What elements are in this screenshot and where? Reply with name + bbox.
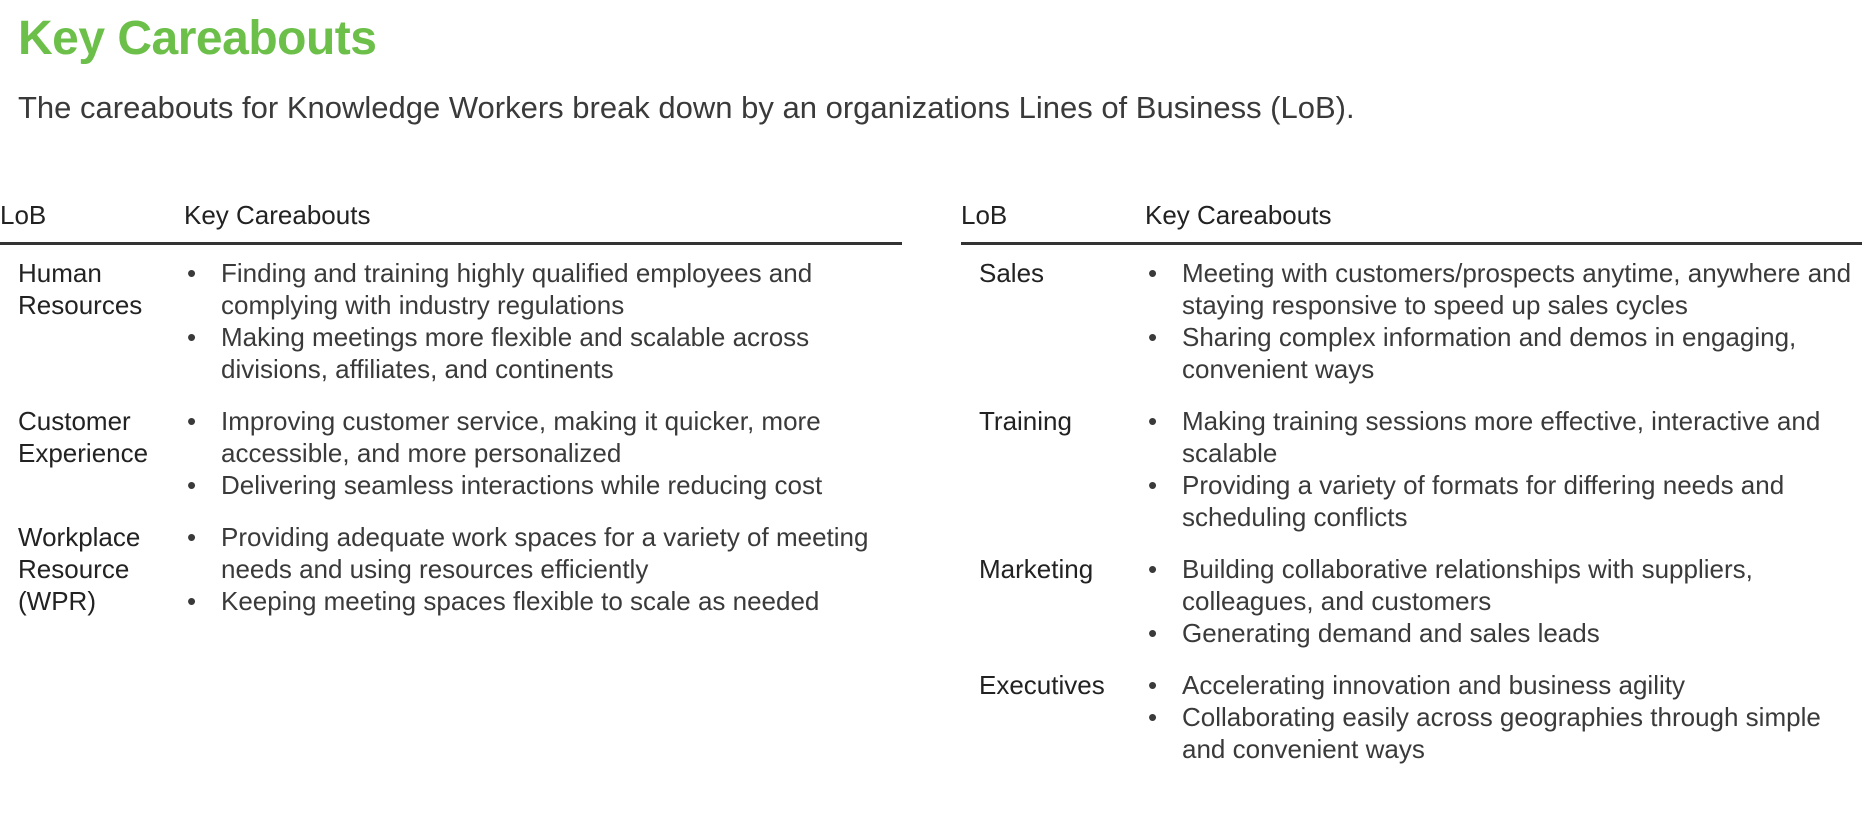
careabout-list <box>1146 405 1861 533</box>
table-header-row <box>961 200 1862 244</box>
careabout-item: • Sharing complex information and demos in engaging, convenient ways <box>1146 321 1861 385</box>
lob-cell <box>961 244 1145 405</box>
lob-column-header: LoB <box>961 200 1145 244</box>
careabout-item: • Meeting with customers/prospects anytime, anywhere and staying responsive to speed up sales cycles <box>1146 257 1861 321</box>
careabouts-table-left <box>0 200 902 636</box>
careabout-list <box>185 257 901 385</box>
lob-column-header: LoB <box>0 200 184 244</box>
careabout-item: • Making training sessions more effective, interactive and scalable <box>1146 405 1861 469</box>
lob-name-line: Resource <box>18 554 130 584</box>
careabouts-column-header: Key Careabouts <box>184 200 902 244</box>
lob-name-line: Customer <box>18 406 131 436</box>
table-row <box>961 552 1862 668</box>
careabout-item: • Finding and training highly qualified employees and complying with industry regulations <box>185 257 901 321</box>
careabouts-table-right <box>961 200 1862 784</box>
lob-name-line: Experience <box>18 438 149 468</box>
table-row <box>0 520 902 636</box>
careabout-list <box>185 405 901 501</box>
careabout-item: • Building collaborative relationships with suppliers, colleagues, and customers <box>1146 553 1861 617</box>
lob-name-line: Training <box>979 406 1072 436</box>
careabout-list <box>1146 669 1861 765</box>
careabout-item: • Keeping meeting spaces flexible to scale as needed <box>185 585 901 617</box>
lob-name-line: Resources <box>18 290 143 320</box>
careabout-list <box>1146 553 1861 649</box>
careabout-item: • Generating demand and sales leads <box>1146 617 1861 649</box>
careabouts-cell <box>1145 668 1862 784</box>
table-row <box>961 244 1862 405</box>
careabout-item: • Collaborating easily across geographies through simple and convenient ways <box>1146 701 1861 765</box>
careabout-item: • Delivering seamless interactions while reducing cost <box>185 469 901 501</box>
page-subtitle: The careabouts for Knowledge Workers break down by an organizations Lines of Business (LoB). <box>18 90 1355 125</box>
careabouts-cell <box>184 404 902 520</box>
careabouts-column-header: Key Careabouts <box>1145 200 1862 244</box>
lob-name-line: Human <box>18 258 102 288</box>
careabout-item: • Providing adequate work spaces for a variety of meeting needs and using resources efficiently <box>185 521 901 585</box>
lob-name-line: Executives <box>979 670 1105 700</box>
table-row <box>0 404 902 520</box>
lob-name-line: Sales <box>979 258 1045 288</box>
table-row <box>961 668 1862 784</box>
careabout-list <box>185 521 901 617</box>
lob-name-line: (WPR) <box>18 586 96 616</box>
page-title: Key Careabouts <box>18 12 377 65</box>
careabout-item: • Accelerating innovation and business agility <box>1146 669 1861 701</box>
careabout-item: • Making meetings more flexible and scalable across divisions, affiliates, and continents <box>185 321 901 385</box>
careabouts-cell <box>1145 404 1862 552</box>
lob-cell <box>0 520 184 636</box>
lob-cell <box>0 404 184 520</box>
careabouts-cell <box>1145 244 1862 405</box>
lob-cell <box>961 404 1145 552</box>
lob-name-line: Workplace <box>18 522 141 552</box>
lob-cell <box>961 552 1145 668</box>
lob-cell <box>961 668 1145 784</box>
careabouts-cell <box>184 244 902 405</box>
lob-cell <box>0 244 184 405</box>
careabouts-cell <box>184 520 902 636</box>
careabout-item: • Providing a variety of formats for differing needs and scheduling conflicts <box>1146 469 1861 533</box>
careabout-item: • Improving customer service, making it quicker, more accessible, and more personalized <box>185 405 901 469</box>
careabout-list <box>1146 257 1861 385</box>
table-row <box>961 404 1862 552</box>
table-header-row <box>0 200 902 244</box>
table-row <box>0 244 902 405</box>
careabouts-cell <box>1145 552 1862 668</box>
lob-name-line: Marketing <box>979 554 1094 584</box>
